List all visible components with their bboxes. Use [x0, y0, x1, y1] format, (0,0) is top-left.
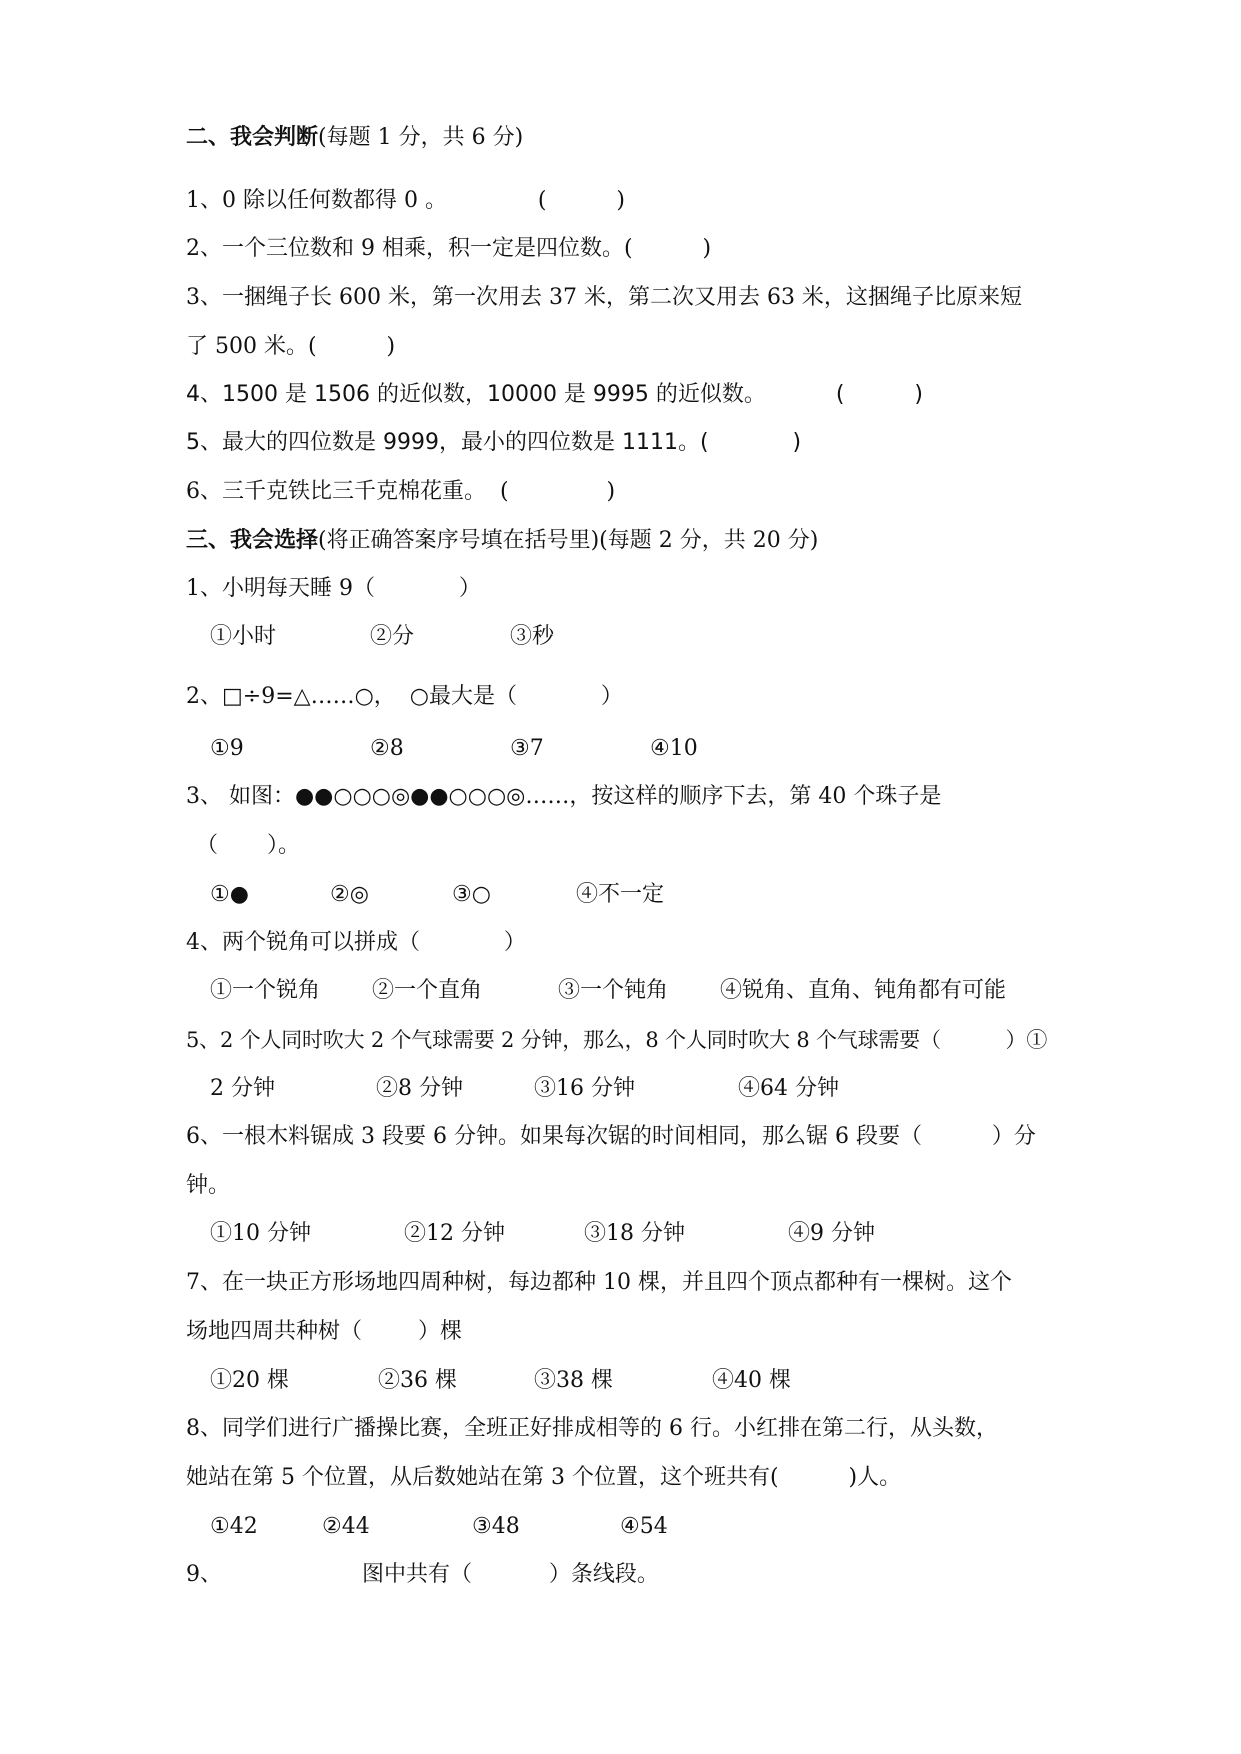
choice-question-6-cont: 钟。	[186, 1173, 231, 1198]
section-3-heading	[186, 525, 818, 556]
section-2-heading	[186, 122, 523, 153]
q6-option-4: ④9 分钟	[788, 1221, 875, 1246]
q3-option-1: ①●	[210, 882, 249, 907]
q6-option-2: ②12 分钟	[404, 1221, 505, 1246]
choice-question-5: 5、2 个人同时吹大 2 个气球需要 2 分钟，那么，8 个人同时吹大 8 个气球需要（ ）①	[186, 1028, 1048, 1052]
choice-question-3: 3、 如图：●●○○○◎●●○○○◎……，按这样的顺序下去，第 40 个珠子是	[186, 784, 942, 809]
judge-item-2: 2、一个三位数和 9 相乘，积一定是四位数。( )	[186, 236, 712, 261]
judge-item-3: 3、一捆绳子长 600 米，第一次用去 37 米，第二次又用去 63 米，这捆绳子比原来短	[186, 285, 1022, 310]
q5-option-3: ③16 分钟	[534, 1076, 635, 1101]
q2-option-2: ②8	[370, 736, 404, 761]
q6-option-1: ①10 分钟	[210, 1221, 311, 1246]
section-3-scoring: (将正确答案序号填在括号里)(每题 2 分，共 20 分)	[318, 528, 819, 553]
choice-question-9: 图中共有（ ）条线段。	[362, 1562, 659, 1587]
choice-question-6: 6、一根木料锯成 3 段要 6 分钟。如果每次锯的时间相同，那么锯 6 段要（ ）分	[186, 1124, 1036, 1149]
choice-question-3-blank: （ ）。	[196, 833, 300, 858]
section-2-title: 二、我会判断	[186, 124, 319, 150]
judge-item-5: 5、最大的四位数是 9999，最小的四位数是 1111。( )	[186, 430, 802, 455]
q1-option-3: ③秒	[510, 624, 555, 649]
q8-option-2: ②44	[322, 1514, 370, 1539]
choice-question-8-cont: 她站在第 5 个位置，从后数她站在第 3 个位置，这个班共有( )人。	[186, 1465, 902, 1490]
q3-option-3: ③○	[452, 882, 491, 907]
judge-item-1: 1、0 除以任何数都得 0 。 ( )	[186, 188, 625, 213]
q8-option-3: ③48	[472, 1514, 520, 1539]
q2-option-4: ④10	[650, 736, 698, 761]
q3-option-4: ④不一定	[576, 882, 665, 907]
judge-item-6: 6、三千克铁比三千克棉花重。 ( )	[186, 479, 616, 504]
choice-question-1: 1、小明每天睡 9（ ）	[186, 576, 481, 601]
q5-option-1: 2 分钟	[210, 1076, 275, 1101]
q4-option-4: ④锐角、直角、钝角都有可能	[720, 978, 1007, 1003]
q5-option-4: ④64 分钟	[738, 1076, 839, 1101]
q2-option-3: ③7	[510, 736, 544, 761]
section-3-title: 三、我会选择	[186, 527, 319, 553]
q4-option-1: ①一个锐角	[210, 978, 321, 1003]
q4-option-3: ③一个钝角	[558, 978, 669, 1003]
q8-option-4: ④54	[620, 1514, 668, 1539]
choice-question-9-number: 9、	[186, 1562, 222, 1587]
q3-option-2: ②◎	[330, 882, 369, 907]
choice-question-7-cont: 场地四周共种树（ ）棵	[186, 1319, 462, 1344]
q1-option-2: ②分	[370, 624, 415, 649]
q2-option-1: ①9	[210, 736, 244, 761]
choice-question-2: 2、□÷9=△……○， ○最大是（ ）	[186, 684, 623, 709]
q7-option-1: ①20 棵	[210, 1368, 289, 1393]
q4-option-2: ②一个直角	[372, 978, 483, 1003]
q6-option-3: ③18 分钟	[584, 1221, 685, 1246]
judge-item-3-cont: 了 500 米。( )	[186, 334, 396, 359]
q7-option-3: ③38 棵	[534, 1368, 613, 1393]
q7-option-2: ②36 棵	[378, 1368, 457, 1393]
judge-item-4: 4、1500 是 1506 的近似数，10000 是 9995 的近似数。 ( )	[186, 382, 923, 407]
section-2-scoring: (每题 1 分，共 6 分)	[318, 125, 524, 150]
choice-question-8: 8、同学们进行广播操比赛，全班正好排成相等的 6 行。小红排在第二行，从头数，	[186, 1416, 998, 1441]
q7-option-4: ④40 棵	[712, 1368, 791, 1393]
q8-option-1: ①42	[210, 1514, 258, 1539]
q5-option-2: ②8 分钟	[376, 1076, 463, 1101]
q1-option-1: ①小时	[210, 624, 277, 649]
choice-question-4: 4、两个锐角可以拼成（ ）	[186, 930, 526, 955]
choice-question-7: 7、在一块正方形场地四周种树，每边都种 10 棵，并且四个顶点都种有一棵树。这个	[186, 1270, 1012, 1295]
